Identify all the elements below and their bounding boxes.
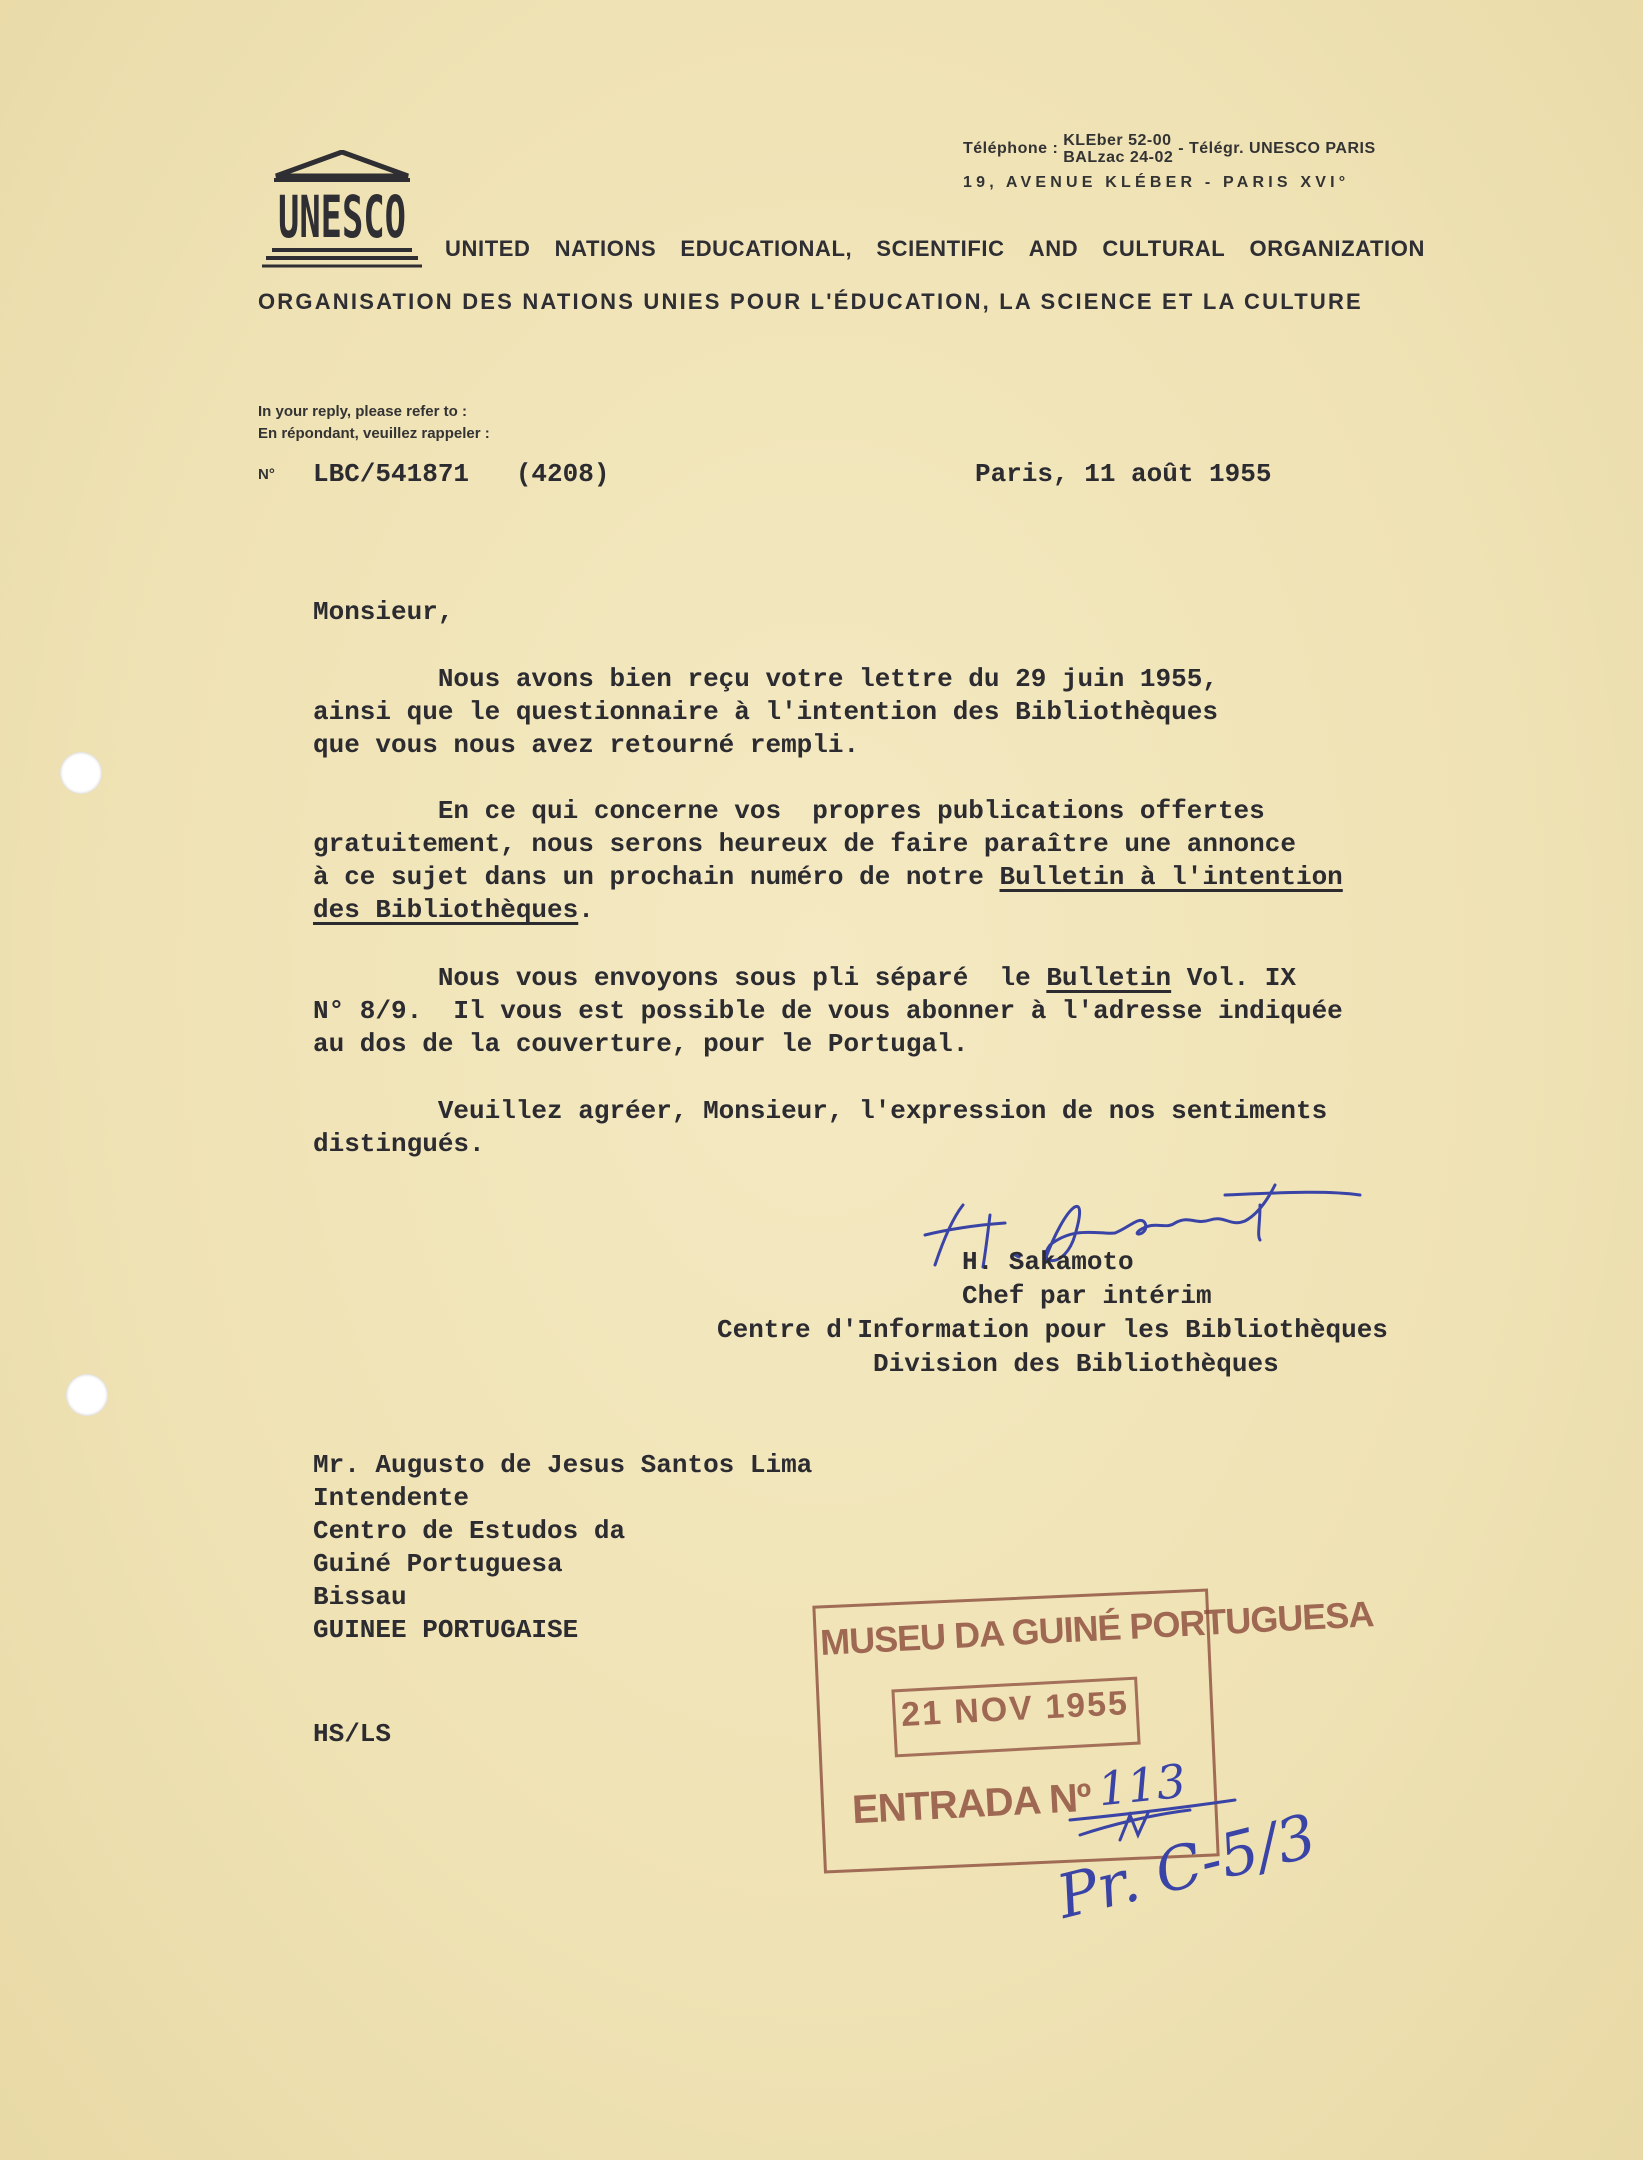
signatory-centre: Centre d'Information pour les Bibliothèques — [717, 1315, 1388, 1345]
address-line: GUINEE PORTUGAISE — [313, 1615, 579, 1645]
reference-instruction-english: In your reply, please refer to : — [258, 403, 467, 420]
signatory-title: Chef par intérim — [962, 1281, 1212, 1311]
text-span: . — [578, 895, 594, 925]
org-word: AND — [1028, 236, 1079, 261]
text-span: Vol. IX — [1171, 963, 1296, 993]
address-line: Mr. Augusto de Jesus Santos Lima — [313, 1450, 813, 1480]
organization-name-french: ORGANISATION DES NATIONS UNIES POUR L'ÉDUCATION, LA SCIENCE ET LA CULTURE — [258, 289, 1363, 314]
paragraph-line — [313, 962, 1343, 995]
unesco-logo — [262, 150, 422, 268]
paragraph-line: gratuitement, nous serons heureux de faire paraître une annonce — [313, 829, 1296, 859]
paragraph-line: que vous nous avez retourné rempli. — [313, 730, 860, 760]
underlined-bulletin-title-continued: des Bibliothèques — [313, 895, 579, 925]
telephone-number-2: BALzac 24-02 — [1063, 149, 1174, 166]
reference-number: LBC/541871 (4208) — [313, 459, 610, 489]
stamp-entrada-label: ENTRADA Nº — [850, 1775, 1092, 1833]
salutation: Monsieur, — [313, 597, 454, 627]
org-word: ORGANIZATION — [1249, 236, 1425, 261]
paragraph-line: ainsi que le questionnaire à l'intention des Bibliothèques — [313, 697, 1218, 727]
paragraph-line: Veuillez agréer, Monsieur, l'expression de nos sentiments — [313, 1096, 1328, 1126]
paragraph-2 — [313, 795, 1343, 927]
handwritten-entry-number: 113 — [1095, 1753, 1189, 1817]
telephone-number-1: KLEber 52-00 — [1063, 132, 1172, 149]
logo-lettering: UNESCO — [278, 183, 406, 251]
signatory-division: Division des Bibliothèques — [873, 1349, 1279, 1379]
stamp-date: 21 NOV 1955 — [900, 1684, 1130, 1734]
org-word: EDUCATIONAL, — [680, 236, 853, 261]
telephone-numbers — [1063, 132, 1173, 166]
recipient-address — [313, 1449, 812, 1647]
paragraph-4 — [313, 1095, 1327, 1161]
place-and-date: Paris, 11 août 1955 — [975, 459, 1272, 489]
underlined-bulletin: Bulletin — [1046, 963, 1172, 993]
typist-initials: HS/LS — [313, 1719, 392, 1749]
address-line: Intendente — [313, 1483, 470, 1513]
paragraph-line — [313, 861, 1343, 894]
address-line: Guiné Portuguesa — [313, 1549, 563, 1579]
paragraph-1 — [313, 663, 1218, 762]
org-word: SCIENTIFIC — [876, 236, 1005, 261]
reference-instruction-french: En répondant, veuillez rappeler : — [258, 425, 490, 442]
reference-number-label: N° — [258, 466, 275, 483]
paragraph-line: au dos de la couverture, pour le Portugal. — [313, 1029, 969, 1059]
organization-name-english — [445, 236, 1425, 262]
telephone-line — [963, 132, 1376, 166]
paragraph-line: En ce qui concerne vos propres publications offertes — [313, 796, 1265, 826]
org-word: UNITED — [445, 236, 531, 261]
telephone-label: Téléphone : — [963, 140, 1059, 158]
address-line: Centro de Estudos da — [313, 1516, 626, 1546]
address-line: Bissau — [313, 1582, 407, 1612]
punch-hole-bottom — [66, 1374, 108, 1416]
text-span: à ce sujet dans un prochain numéro de notre — [313, 862, 1000, 892]
paragraph-line: N° 8/9. Il vous est possible de vous abonner à l'adresse indiquée — [313, 996, 1343, 1026]
punch-hole-top — [60, 752, 102, 794]
signature-lettering: H. Sakamoto — [915, 1175, 922, 1176]
paragraph-line: distingués. — [313, 1129, 485, 1159]
signatory-name: H. Sakamoto — [962, 1247, 1134, 1277]
handwritten-reference: Pr. C-5/3 — [1050, 1801, 1323, 1933]
paragraph-line — [313, 894, 1343, 927]
org-word: CULTURAL — [1102, 236, 1226, 261]
org-word: NATIONS — [554, 236, 657, 261]
paragraph-line: Nous avons bien reçu votre lettre du 29 juin 1955, — [313, 664, 1218, 694]
text-span: Nous vous envoyons sous pli séparé le — [313, 963, 1047, 993]
street-address: 19, AVENUE KLÉBER - PARIS XVI° — [963, 174, 1350, 191]
paragraph-3 — [313, 962, 1343, 1061]
telegram-address: - Télégr. UNESCO PARIS — [1178, 140, 1376, 158]
underlined-bulletin-title: Bulletin à l'intention — [999, 862, 1343, 892]
museum-stamp-title: MUSEU DA GUINÉ PORTUGUESA — [819, 1593, 1375, 1664]
